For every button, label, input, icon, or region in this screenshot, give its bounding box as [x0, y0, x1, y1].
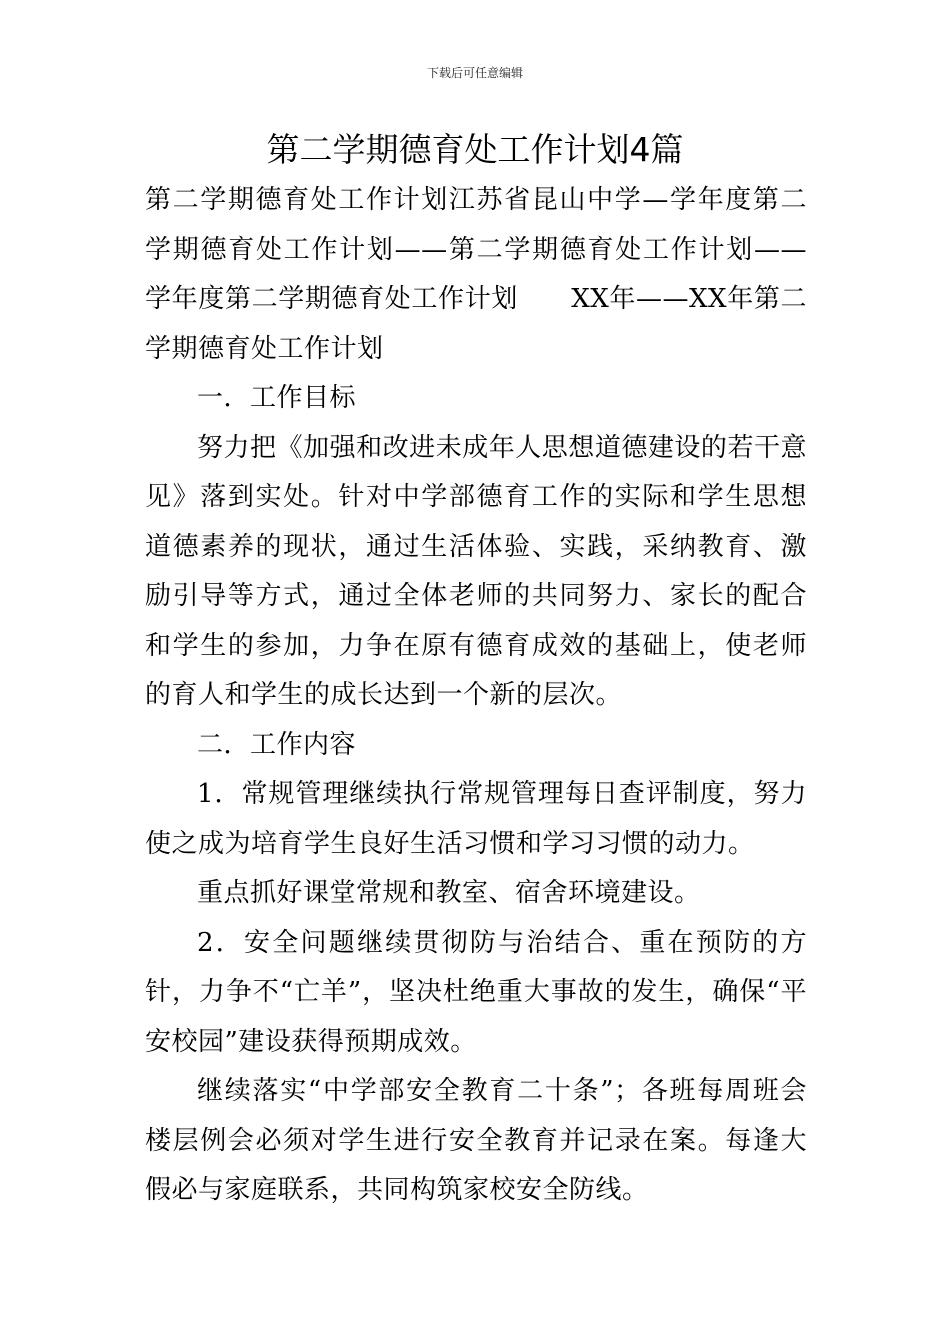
header-note: 下载后可任意编辑: [426, 66, 523, 80]
paragraph-routine-management: 1．常规管理继续执行常规管理每日查评制度，努力使之成为培育学生良好生活习惯和学习习惯的动力。: [145, 779, 807, 859]
document-title: 第二学期德育处工作计划4篇: [266, 130, 684, 169]
section-heading-goals: 一．工作目标: [197, 383, 357, 413]
paragraph-safety-education: 继续落实“中学部安全教育二十条”；各班每周班会楼层例会必须对学生进行安全教育并记录在案。每逢大假必与家庭联系，共同构筑家校安全防线。: [145, 1076, 807, 1205]
paragraph-goals: 努力把《加强和改进未成年人思想道德建设的若干意见》落到实处。针对中学部德育工作的实际和学生思想道德素养的现状，通过生活体验、实践，采纳教育、激励引导等方式，通过全体老师的共同努力、家长的配合和学生的参加，力争在原有德育成效的基础上，使老师的育人和学生的成长达到一个新的层次。: [145, 432, 807, 710]
paragraph-safety: 2．安全问题继续贯彻防与治结合、重在预防的方针，力争不“亡羊”，坚决杜绝重大事故的发生，确保“平安校园”建设获得预期成效。: [145, 927, 807, 1057]
section-heading-content: 二．工作内容: [197, 729, 357, 760]
paragraph-intro: 第二学期德育处工作计划江苏省昆山中学—学年度第二学期德育处工作计划——第二学期德育处工作计划——学年度第二学期德育处工作计划 XX年——XX年第二学期德育处工作计划: [145, 185, 807, 364]
document-body: [145, 176, 807, 1216]
paragraph-classroom-focus: 重点抓好课堂常规和教室、宿舍环境建设。: [197, 878, 701, 908]
